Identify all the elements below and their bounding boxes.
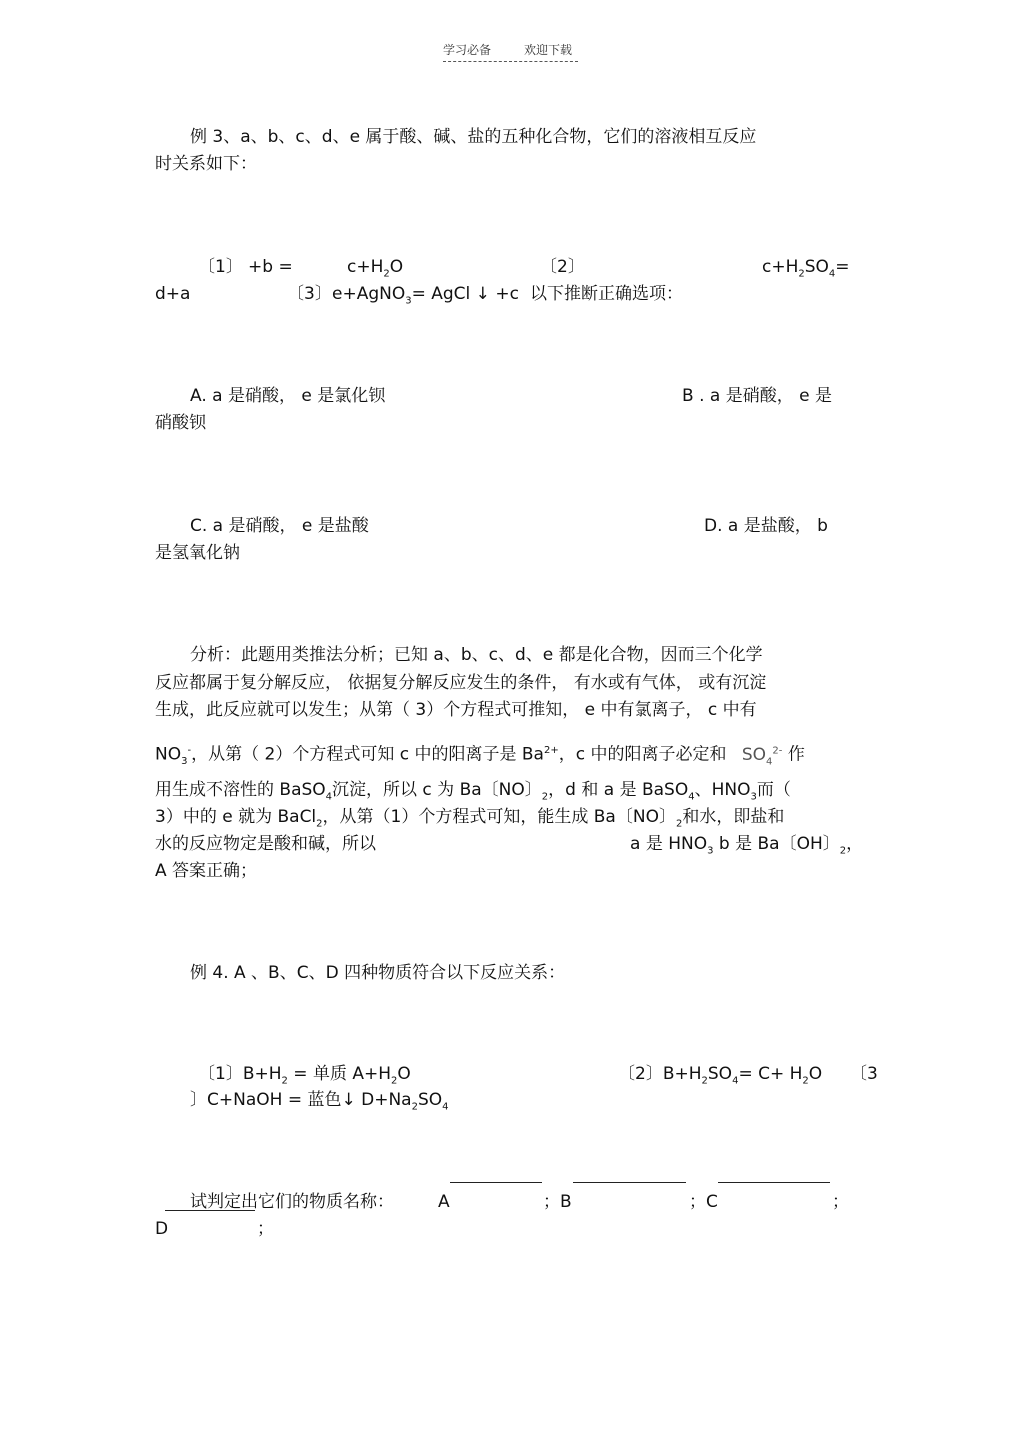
analysis-line4: $NO_3^-$，从第（ 2）个方程式可知 c 中的阳离子是 $Ba^{2+}$，c 中的阳离子必定和 $SO_4^{2-}$ 作 — [155, 744, 805, 768]
answer-blank-a[interactable] — [450, 1182, 542, 1183]
label-c: ；C — [689, 1192, 718, 1212]
eq1-lhs: +b = — [248, 257, 293, 277]
option-d-line1: D. a 是盐酸， b — [704, 516, 828, 536]
eq3-text: e+AgNO$_3$= AgCl ↓ +c — [332, 284, 519, 307]
label-d-semicolon: ； — [257, 1219, 274, 1239]
eq2-lhs: $c+H_2SO_4=$ — [762, 257, 850, 280]
example4-eq3: 〕C+NaOH = 蓝色↓ $D+Na_2SO_4$ — [190, 1090, 449, 1113]
analysis-line7a: 水的反应物定是酸和碱，所以 — [155, 834, 376, 854]
answer-blank-b[interactable] — [573, 1182, 686, 1183]
example4-intro: 例 4. A 、B、C、D 四种物质符合以下反应关系： — [190, 963, 566, 983]
label-a: A — [438, 1192, 450, 1212]
analysis-line1: 分析：此题用类推法分析；已知 a、b、c、d、e 都是化合物，因而三个化学 — [190, 645, 763, 665]
sulfate-ion-image: $SO_4^{2-}$ — [741, 744, 783, 768]
example4-question: 试判定出它们的物质名称： — [190, 1192, 394, 1212]
example4-eq1: 〔1〕$B+H_2$ = 单质 $A+H_2O$ — [198, 1064, 411, 1087]
eq1-rhs: $c+H_2O$ — [347, 257, 404, 280]
header-rule — [443, 61, 578, 62]
option-b-line2: 硝酸钡 — [155, 413, 206, 433]
answer-blank-c[interactable] — [718, 1182, 830, 1183]
header-right: 欢迎下载 — [524, 43, 573, 57]
header-left: 学习必备 — [443, 43, 492, 57]
eq2-rhs: d+a — [155, 284, 191, 304]
option-d-line2: 是氢氧化钠 — [155, 543, 240, 563]
example4-eq3-start: 〔3 — [850, 1064, 878, 1084]
eq2-number: 〔2〕 — [540, 257, 585, 277]
analysis-line7b: a 是 $HNO_3$ b 是 Ba〔OH〕$_2$， — [630, 834, 864, 857]
analysis-line3: 生成，此反应就可以发生；从第（ 3）个方程式可推知， e 中有氯离子， c 中有 — [155, 700, 757, 720]
example4-eq2: 〔2〕$B+H_2SO_4= C+ H_2O$ — [618, 1064, 823, 1087]
analysis-line2: 反应都属于复分解反应， 依据复分解反应发生的条件， 有水或有气体， 或有沉淀 — [155, 673, 767, 693]
analysis-line6: 3）中的 e 就为 BaCl$_2$，从第（1）个方程式可知，能生成 Ba〔NO〕$_2$和水，即盐和 — [155, 807, 785, 830]
label-d: D — [155, 1219, 169, 1239]
analysis-line5: 用生成不溶性的 BaSO$_4$沉淀，所以 c 为 Ba〔NO〕$_2$，d 和 a 是 BaSO$_4$、$HNO_3$而（ — [155, 780, 791, 803]
eq3-number: 〔3〕 — [287, 284, 332, 304]
label-b: ；B — [543, 1192, 572, 1212]
option-b-line1: B . a 是硝酸， e 是 — [682, 386, 832, 406]
option-c: C. a 是硝酸， e 是盐酸 — [190, 516, 369, 536]
label-semicolon: ； — [832, 1192, 849, 1212]
eq1-number: 〔1〕 — [198, 257, 243, 277]
option-a: A. a 是硝酸， e 是氯化钡 — [190, 386, 386, 406]
example3-intro-line2: 时关系如下： — [155, 154, 257, 174]
example3-intro-line1: 例 3、a、b、c、d、e 属于酸、碱、盐的五种化合物，它们的溶液相互反应 — [190, 127, 757, 147]
example3-prompt: 以下推断正确选项： — [530, 284, 683, 304]
analysis-line8: A 答案正确； — [155, 861, 258, 881]
